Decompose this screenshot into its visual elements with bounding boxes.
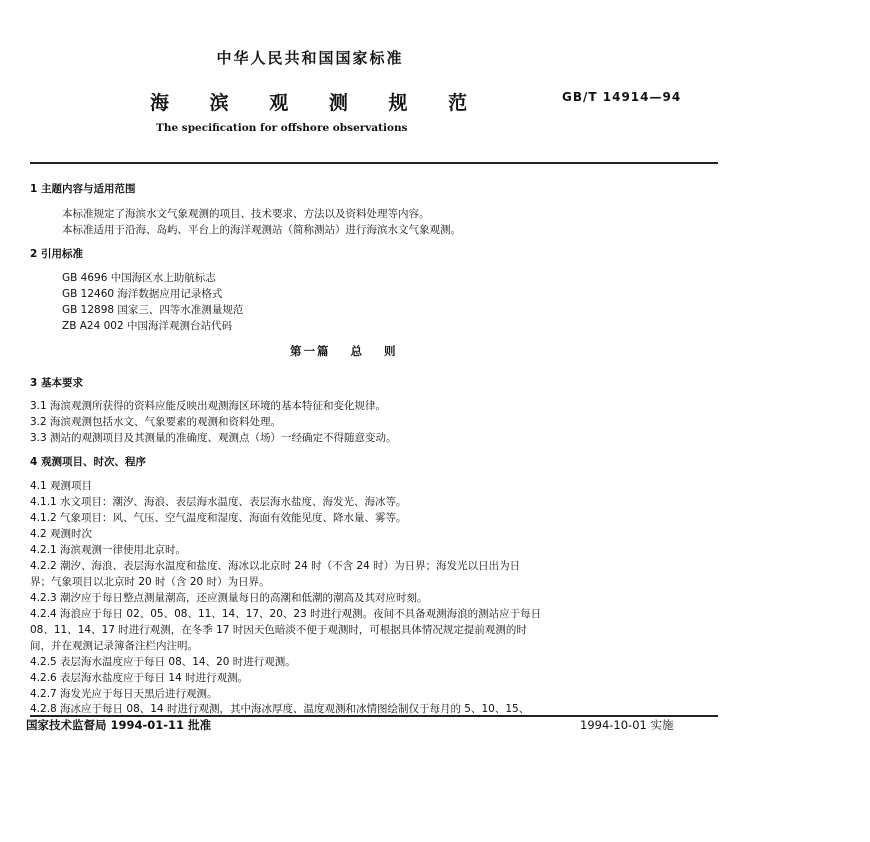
reference-item: GB 12460 海洋数据应用记录格式 [62, 288, 223, 300]
clause-line: 4.1 观测项目 [30, 480, 93, 492]
reference-item: GB 12898 国家三、四等水准测量规范 [62, 304, 244, 316]
clause-line: 4.1.2 气象项目：风、气压、空气温度和湿度、海面有效能见度、降水量、雾等。 [30, 512, 407, 524]
clause-line: 4.2.4 海浪应于每日 02、05、08、11、14、17、20、23 时进行观测。夜间不具备观测海浪的测站应于每日 [30, 608, 542, 620]
part-title: 第一篇 总 则 [290, 344, 398, 358]
section-1-paragraph: 本标准适用于沿海、岛屿、平台上的海洋观测站（简称测站）进行海滨水文气象观测。 [62, 224, 461, 236]
section-2-heading: 2 引用标准 [30, 248, 83, 260]
clause-line: 4.2.2 潮汐、海浪、表层海水温度和盐度、海冰以北京时 24 时（不含 24 时）为日界；海发光以日出为日 [30, 560, 521, 572]
clause-line: 4.2.5 表层海水温度应于每日 08、14、20 时进行观测。 [30, 656, 296, 668]
section-4-heading: 4 观测项目、时次、程序 [30, 456, 146, 468]
approval-info: 国家技术监督局 1994-01-11 批准 [26, 718, 212, 732]
clause-line: 4.2.7 海发光应于每日天黑后进行观测。 [30, 688, 218, 700]
clause-line: 08、11、14、17 时进行观测，在冬季 17 时因天色暗淡不便于观测时，可根据具体情况规定提前观测的时 [30, 624, 527, 636]
clause-line: 4.2.3 潮汐应于每日整点测量潮高，还应测量每日的高潮和低潮的潮高及其对应时刻。 [30, 592, 428, 604]
clause-line: 3.1 海滨观测所获得的资料应能反映出观测海区环境的基本特征和变化规律。 [30, 400, 387, 412]
clause-line: 4.1.1 水文项目：潮汐、海浪、表层海水温度、表层海水盐度、海发光、海冰等。 [30, 496, 407, 508]
clause-line: 4.2.6 表层海水盐度应于每日 14 时进行观测。 [30, 672, 249, 684]
standard-code: GB/T 14914—94 [562, 90, 682, 104]
section-1-paragraph: 本标准规定了海滨水文气象观测的项目、技术要求、方法以及资料处理等内容。 [62, 208, 430, 220]
clause-line: 间，并在观测记录簿备注栏内注明。 [30, 640, 198, 652]
document-title: 海 滨 观 测 规 范 [150, 92, 485, 114]
clause-line: 3.3 测站的观测项目及其测量的准确度、观测点（场）一经确定不得随意变动。 [30, 432, 397, 444]
clause-line: 4.2.1 海滨观测一律使用北京时。 [30, 544, 187, 556]
english-title: The specification for offshore observations [156, 122, 408, 134]
section-3-heading: 3 基本要求 [30, 377, 83, 389]
clause-line: 4.2.8 海冰应于每日 08、14 时进行观测，其中海冰厚度、温度观测和冰情图绘制仅于每月的 5、10、15、 [30, 703, 530, 715]
clause-line: 3.2 海滨观测包括水文、气象要素的观测和资料处理。 [30, 416, 282, 428]
reference-item: GB 4696 中国海区水上助航标志 [62, 272, 216, 284]
section-1-heading: 1 主题内容与适用范围 [30, 183, 136, 195]
clause-line: 4.2 观测时次 [30, 528, 93, 540]
clause-line: 界；气象项目以北京时 20 时（含 20 时）为日界。 [30, 576, 270, 588]
reference-item: ZB A24 002 中国海洋观测台站代码 [62, 320, 232, 332]
header-divider [30, 162, 718, 164]
implementation-date: 1994-10-01 实施 [580, 718, 674, 732]
national-standard-label: 中华人民共和国国家标准 [216, 49, 404, 67]
